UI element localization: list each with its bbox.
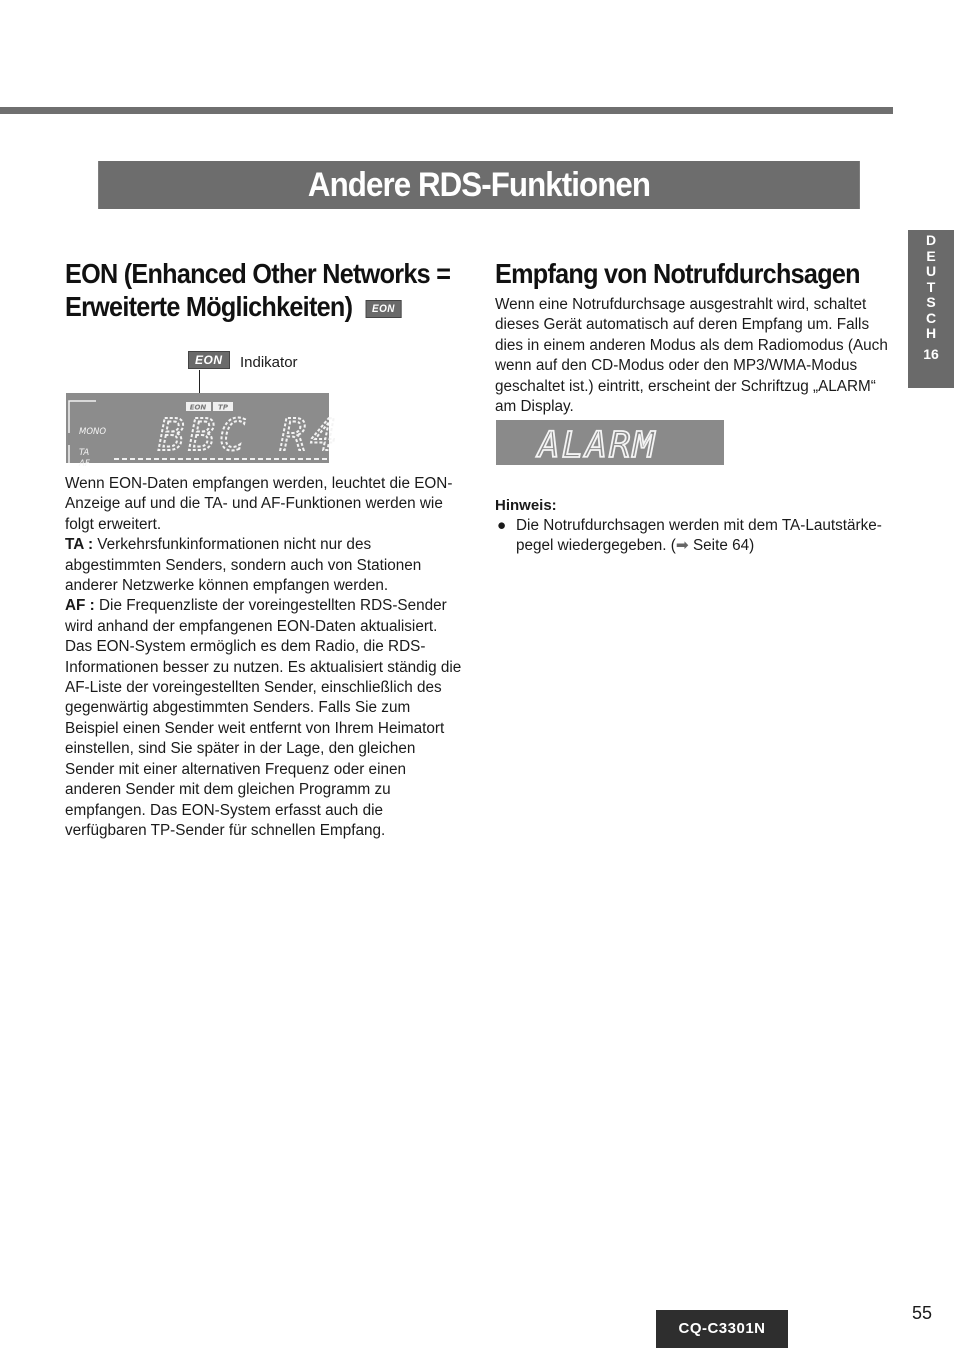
eon-heading-line2: Erweiterte Möglichkeiten) [65,291,353,322]
eon-heading-line1: EON (Enhanced Other Networks = [65,258,451,289]
tab-letter: D [925,232,937,248]
model-number: CQ-C3301N [656,1310,788,1348]
page-number: 55 [912,1303,933,1323]
eon-badge: EON [366,300,401,318]
tab-letter: C [925,309,937,326]
display-mono-label: MONO [79,427,107,437]
eon-ta-item [65,535,463,596]
alarm-display-illustration [496,420,724,465]
note-text [516,516,896,557]
display-af-label: AF [79,459,90,469]
eon-heading [65,257,461,323]
display-station-text: BBC R4 [158,410,341,461]
tab-letter: H [925,325,937,341]
eon-af-item [65,596,463,637]
note-title: Hinweis: [495,497,557,514]
language-tab [908,230,954,388]
page-title: Andere RDS-Funktionen [98,161,860,209]
section-number: 16 [923,345,939,362]
af-label: AF : [65,597,95,615]
alarm-display-graphic [496,420,724,465]
tab-letter: E [926,247,936,264]
tab-letter: S [926,294,936,310]
alarm-body: Wenn eine Notrufdurchsage ausgestrahlt wird, schaltet dieses Gerät automatisch auf deren Empfang um. Falls dies in einem anderen Modus als dem Radiomodus (Auch wenn auf den CD-Modus oder den MP3/WMA-Modus geschaltet ist.) eintritt, erscheint der Schriftzug „ALARM“ am Display. [495,296,888,416]
tab-letter: T [926,278,936,295]
eon-paragraph: Das EON-System ermöglich es dem Radio, die RDS-Informationen besser zu nutzen. Es aktualisiert ständig die AF-Liste der voreingestellten Sender, einschließlich des gegenwärtig abgestimmten Senders. Falls Sie zum Beispiel einen Sender weit entfernt von Ihrem Heimatort einstellen, sind Sie später in der Lage, den gleichen Sender mit einer alternativen Frequenz oder einen anderen Sender mit dem gleichen Programm zu empfangen. Das EON-System erfasst auch die verfügbaren TP-Sender für schnellen Empfang. [65,638,462,839]
indicator-eon-badge: EON [188,351,230,369]
eon-body [65,474,463,841]
eon-display-illustration [66,393,341,469]
top-rule [0,107,893,114]
indicator-label: Indikator [240,354,298,371]
display-ta-label: TA [79,448,90,458]
display-graphic [66,393,341,469]
ta-text: Verkehrsfunkinformationen nicht nur des abgestimmten Senders, sondern auch von Stationen anderer Netzwerke können empfangen werden. [65,536,422,595]
language-tab-letters [908,233,954,342]
alarm-display-text: ALARM [538,425,657,466]
note-text-main: Die Notrufdurchsagen werden mit dem TA-Lautstärke-pegel wiedergegeben. ( [516,517,882,555]
display-tp-indicator: TP [218,403,228,412]
indicator-badge-wrap [188,351,230,369]
tab-letter: U [925,263,937,279]
alarm-heading: Empfang von Notrufdurchsagen [495,258,860,289]
arrow-right-icon: ➡ [675,537,689,555]
ta-label: TA : [65,536,94,554]
display-eon-indicator: EON [189,403,207,412]
bullet-icon: ● [497,517,507,534]
af-text: Die Frequenzliste der voreingestellten RDS-Sender wird anhand der empfangenen EON-Daten aktualisiert. [65,597,447,635]
note-page-ref: Seite 64) [688,537,755,555]
eon-intro: Wenn EON-Daten empfangen werden, leuchtet die EON-Anzeige auf und die TA- und AF-Funktionen werden wie folgt erweitert. [65,475,453,533]
